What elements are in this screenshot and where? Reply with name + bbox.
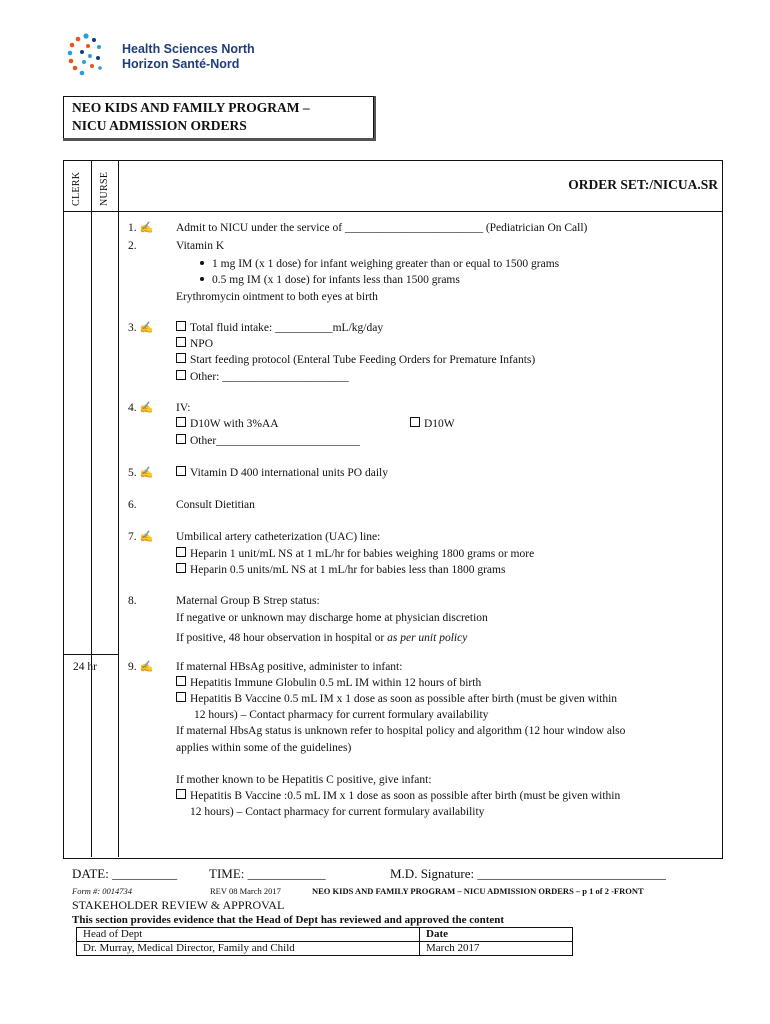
- item-9-o2-cont: 12 hours) – Contact pharmacy for current formulary availability: [194, 709, 489, 721]
- evidence-note: This section provides evidence that the Head of Dept has reviewed and approved the content: [72, 914, 505, 926]
- item-8-head: Maternal Group B Strep status:: [176, 595, 320, 607]
- writing-hand-icon: ✍: [139, 402, 154, 414]
- order-set-label: ORDER SET:/NICUA.SR: [568, 177, 718, 192]
- item-number: 2.: [128, 240, 137, 252]
- checkbox[interactable]: [176, 563, 186, 573]
- table-header-date: Date: [420, 928, 573, 942]
- org-name-line2: Horizon Santé-Nord: [122, 57, 240, 71]
- item-number: 9.: [128, 661, 137, 673]
- writing-hand-icon: ✍: [139, 661, 154, 673]
- page-title: [72, 99, 310, 135]
- table-cell-approver: Dr. Murray, Medical Director, Family and Child: [77, 942, 420, 956]
- nurse-column-divider: [118, 160, 119, 857]
- option-row: NPO: [176, 336, 213, 352]
- bullet-icon: [200, 261, 204, 265]
- nurse-column-label: NURSE: [99, 171, 110, 206]
- item-9-head: If maternal HBsAg positive, administer to infant:: [176, 661, 403, 673]
- item-8-line2: If positive, 48 hour observation in hospital or as per unit policy: [176, 632, 468, 644]
- org-name: [122, 42, 255, 72]
- option-row: Total fluid intake: __________mL/kg/day: [176, 320, 383, 336]
- org-name-line1: Health Sciences North: [122, 42, 255, 56]
- option-row: Hepatitis Immune Globulin 0.5 mL IM within 12 hours of birth: [176, 675, 481, 691]
- approval-table: [76, 927, 573, 956]
- left-note-24hr: 24 hr: [73, 661, 97, 673]
- checkbox[interactable]: [176, 692, 186, 702]
- checkbox[interactable]: [176, 547, 186, 557]
- list-item: 1 mg IM (x 1 dose) for infant weighing greater than or equal to 1500 grams: [200, 256, 559, 272]
- option-row: Hepatitis B Vaccine 0.5 mL IM x 1 dose as soon as possible after birth (must be given within: [176, 691, 617, 707]
- stakeholder-heading: STAKEHOLDER REVIEW & APPROVAL: [72, 898, 285, 912]
- checkbox[interactable]: [176, 789, 186, 799]
- item-9-line1: If maternal HbsAg status is unknown refer to hospital policy and algorithm (12 hour window also: [176, 725, 626, 737]
- checkbox[interactable]: [176, 337, 186, 347]
- table-row: [77, 942, 573, 956]
- item-number: 7.: [128, 531, 137, 543]
- item-9-o3-cont: 12 hours) – Contact pharmacy for current formulary availability: [190, 806, 485, 818]
- option-row: Heparin 1 unit/mL NS at 1 mL/hr for babies weighing 1800 grams or more: [176, 546, 534, 562]
- title-line1: NEO KIDS AND FAMILY PROGRAM –: [72, 100, 310, 115]
- option-row: D10W with 3%AA: [176, 416, 279, 432]
- bullet-icon: [200, 277, 204, 281]
- left-row-divider: [63, 654, 119, 655]
- item-number: 3.: [128, 322, 137, 334]
- title-line2: NICU ADMISSION ORDERS: [72, 118, 247, 133]
- item-number: 8.: [128, 595, 137, 607]
- item-9-line3: If mother known to be Hepatitis C positive, give infant:: [176, 774, 432, 786]
- item-number: 5.: [128, 467, 137, 479]
- writing-hand-icon: ✍: [139, 467, 154, 479]
- checkbox[interactable]: [410, 417, 420, 427]
- item-7-head: Umbilical artery catheterization (UAC) line:: [176, 531, 381, 543]
- checkbox[interactable]: [176, 417, 186, 427]
- table-row: [77, 928, 573, 942]
- item-2-after: Erythromycin ointment to both eyes at birth: [176, 291, 378, 303]
- signature-field[interactable]: M.D. Signature: _____________________________: [390, 866, 666, 881]
- date-field[interactable]: DATE: __________: [72, 866, 178, 881]
- item-1-text: Admit to NICU under the service of ________________________ (Pediatrician On Call): [176, 222, 588, 234]
- writing-hand-icon: ✍: [139, 322, 154, 334]
- checkbox[interactable]: [176, 466, 186, 476]
- item-2-text: Vitamin K: [176, 240, 225, 252]
- checkbox[interactable]: [176, 434, 186, 444]
- option-row: Heparin 0.5 units/mL NS at 1 mL/hr for babies less than 1800 grams: [176, 562, 505, 578]
- item-8-line1: If negative or unknown may discharge home at physician discretion: [176, 612, 488, 624]
- clerk-column-divider: [91, 160, 92, 857]
- item-9-line2: applies within some of the guidelines): [176, 742, 352, 754]
- writing-hand-icon: ✍: [139, 531, 154, 543]
- item-6-text: Consult Dietitian: [176, 499, 255, 511]
- footer-doc-title: NEO KIDS AND FAMILY PROGRAM – NICU ADMISSION ORDERS – p 1 of 2 -FRONT: [312, 886, 644, 896]
- checkbox[interactable]: [176, 676, 186, 686]
- title-box-shadow-right: [374, 96, 376, 140]
- header-row-divider: [63, 211, 722, 212]
- checkbox[interactable]: [176, 370, 186, 380]
- title-box-shadow-bottom: [63, 138, 376, 141]
- item-number: 1.: [128, 222, 137, 234]
- item-number: 4.: [128, 402, 137, 414]
- time-field[interactable]: TIME: ____________: [209, 866, 326, 881]
- checkbox[interactable]: [176, 321, 186, 331]
- option-row: Other_________________________: [176, 433, 360, 449]
- writing-hand-icon: ✍: [139, 222, 154, 234]
- list-item: 0.5 mg IM (x 1 dose) for infants less than 1500 grams: [200, 272, 460, 288]
- table-cell-date: March 2017: [420, 942, 573, 956]
- option-row: Start feeding protocol (Enteral Tube Feeding Orders for Premature Infants): [176, 352, 535, 368]
- form-number: Form #: 0014734: [72, 886, 132, 896]
- table-header-head-of-dept: Head of Dept: [77, 928, 420, 942]
- hsn-logo: [64, 30, 114, 86]
- option-row: D10W: [410, 416, 455, 432]
- option-row: Vitamin D 400 international units PO daily: [176, 465, 388, 481]
- option-row: Other: ______________________: [176, 369, 349, 385]
- checkbox[interactable]: [176, 353, 186, 363]
- clerk-column-label: CLERK: [71, 171, 82, 206]
- item-number: 6.: [128, 499, 137, 511]
- revision-date: REV 08 March 2017: [210, 886, 281, 896]
- option-row: Hepatitis B Vaccine :0.5 mL IM x 1 dose as soon as possible after birth (must be given within: [176, 788, 620, 804]
- item-4-head: IV:: [176, 402, 191, 414]
